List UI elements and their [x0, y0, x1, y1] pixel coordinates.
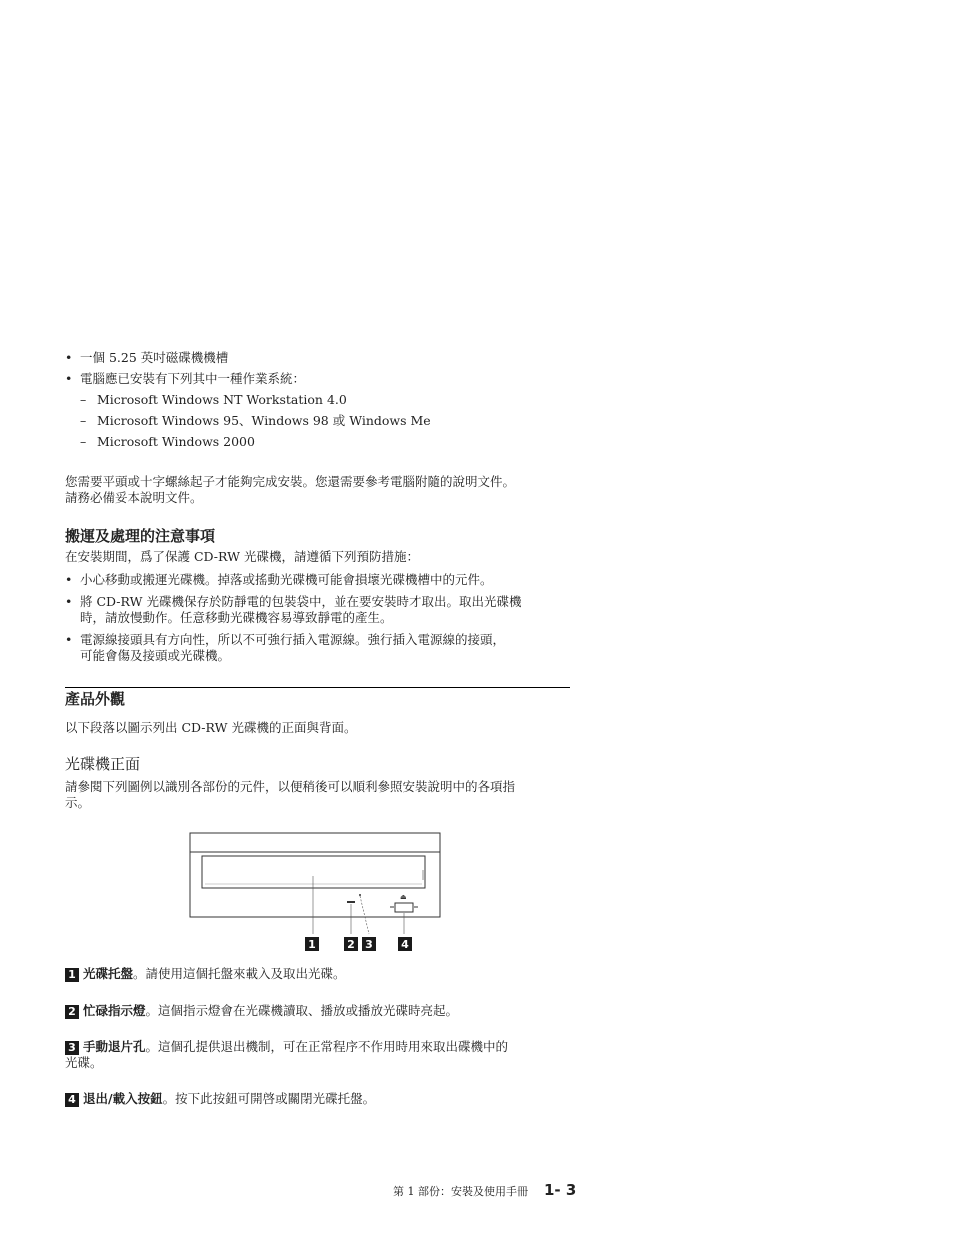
list-item: – Microsoft Windows NT Workstation 4.0: [65, 392, 570, 408]
part-term: 光碟托盤: [83, 966, 134, 981]
svg-text:3: 3: [365, 938, 373, 951]
note-line: 請務必備妥本說明文件。: [65, 490, 203, 505]
figure-callout-1: [305, 937, 319, 951]
eject-symbol-icon: ⏏: [400, 893, 407, 901]
requirements-list: [65, 350, 570, 450]
part-1-description: [65, 966, 570, 982]
list-item: • 一個 5.25 英吋磁碟機機槽: [65, 350, 570, 366]
list-item-line: • 電源線接頭具有方向性，所以不可強行插入電源線。強行插入電源線的接頭，: [80, 632, 506, 647]
part-2-description: [65, 1003, 570, 1019]
part-term: 忙碌指示燈: [83, 1003, 146, 1018]
page-number: 1- 3: [544, 1181, 577, 1199]
callout-badge: 3: [65, 1041, 79, 1055]
part-4-description: [65, 1091, 570, 1107]
part-term: 退出/載入按鈕: [83, 1091, 163, 1106]
svg-text:4: 4: [401, 938, 409, 951]
handling-list: [65, 572, 570, 664]
callout-badge: 1: [65, 968, 79, 982]
busy-indicator: [347, 901, 355, 903]
handling-heading: 搬運及處理的注意事項: [65, 527, 216, 545]
list-item: – Microsoft Windows 95、Windows 98 或 Windows Me: [65, 413, 570, 429]
intro-line: 示。: [65, 795, 91, 810]
requirements-note: [65, 474, 570, 506]
intro-line: 請參閱下列圖例以識別各部份的元件，以便稍後可以順利參照安裝說明中的各項指: [65, 779, 516, 794]
part-desc-continued: 光碟。: [65, 1055, 103, 1070]
callout-badge: 4: [65, 1093, 79, 1107]
page-footer: [393, 1181, 576, 1201]
list-item-line: • 將 CD-RW 光碟機保存於防靜電的包裝袋中，並在要安裝時才取出。取出光碟機: [80, 594, 522, 609]
eject-button: [395, 903, 413, 912]
figure-callout-3: [362, 937, 376, 951]
disc-tray: [202, 856, 425, 888]
callout-badge: 2: [65, 1005, 79, 1019]
part-3-description: [65, 1039, 570, 1071]
part-desc: 。請使用這個托盤來載入及取出光碟。: [133, 966, 346, 981]
part-desc: 。這個指示燈會在光碟機讀取、播放或播放光碟時亮起。: [145, 1003, 459, 1018]
svg-text:1: 1: [308, 938, 316, 951]
footer-text: 第 1 部份：安裝及使用手冊: [393, 1185, 528, 1198]
front-heading: 光碟機正面: [65, 755, 141, 773]
drive-front-figure: [185, 830, 445, 954]
leader-line: [360, 896, 369, 934]
list-item-line: 時，請放慢動作。任意移動光碟機容易導致靜電的產生。: [80, 610, 393, 625]
drive-bezel: [190, 833, 440, 917]
emergency-eject-hole: [359, 894, 361, 896]
part-desc: 。這個孔提供退出機制，可在正常程序不作用時用來取出碟機中的: [145, 1039, 509, 1054]
front-intro: [65, 779, 570, 811]
figure-callout-4: [398, 937, 412, 951]
overview-heading: 產品外觀: [65, 690, 126, 708]
list-item: • 電腦應已安裝有下列其中一種作業系統：: [65, 371, 570, 387]
handling-intro: 在安裝期間，爲了保護 CD-RW 光碟機，請遵循下列預防措施：: [65, 549, 419, 564]
list-item: – Microsoft Windows 2000: [65, 434, 570, 450]
note-line: 您需要平頭或十字螺絲起子才能夠完成安裝。您還需要參考電腦附隨的說明文件。: [65, 474, 516, 489]
section-rule: [65, 687, 570, 688]
list-item: • 小心移動或搬運光碟機。掉落或搖動光碟機可能會損壞光碟機槽中的元件。: [65, 572, 570, 588]
list-item-line: 可能會傷及接頭或光碟機。: [80, 648, 231, 663]
part-desc: 。按下此按鈕可開啓或關閉光碟托盤。: [162, 1091, 376, 1106]
list-item: [65, 594, 570, 626]
part-term: 手動退片孔: [83, 1039, 146, 1054]
figure-callout-2: [344, 937, 358, 951]
list-item: [65, 632, 570, 664]
svg-text:2: 2: [347, 938, 355, 951]
overview-intro: 以下段落以圖示列出 CD-RW 光碟機的正面與背面。: [65, 720, 357, 735]
